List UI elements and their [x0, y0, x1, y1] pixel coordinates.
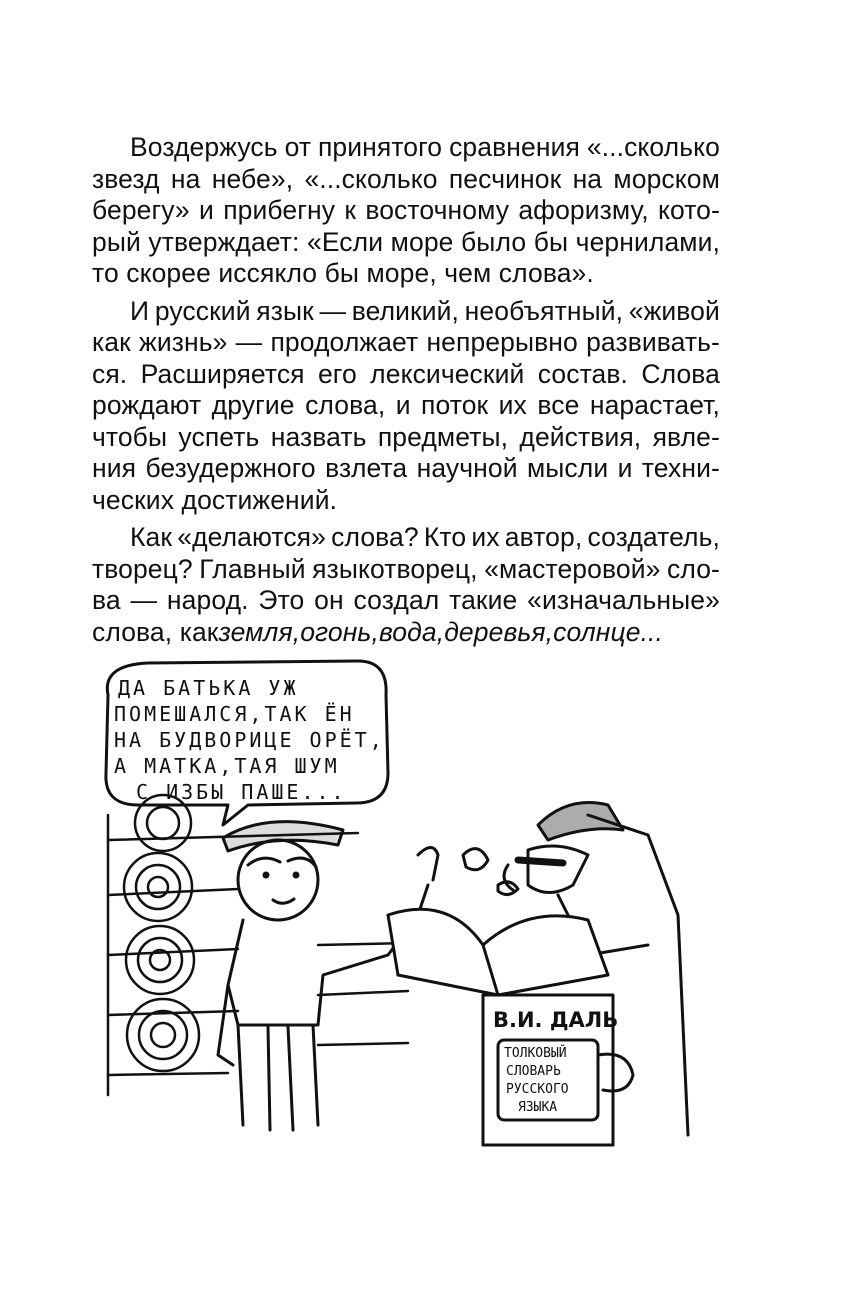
word: было: [461, 226, 527, 257]
book-title-line: ЯЗЫКА: [518, 1100, 558, 1115]
word: великий,: [351, 295, 460, 326]
word: такие: [449, 585, 518, 615]
word: «...сколько: [304, 163, 438, 194]
word: состав.: [537, 358, 629, 389]
word: от: [284, 132, 312, 162]
text-line: [92, 296, 720, 328]
word: афоризму,: [518, 195, 649, 225]
example-word: деревья,: [444, 616, 554, 647]
word: и: [199, 195, 214, 225]
word: слова?: [331, 522, 419, 552]
word: русский: [154, 295, 251, 326]
text-span: то скорее иссякло бы море, чем слова».: [92, 258, 594, 288]
word: к: [344, 195, 357, 225]
word: «изначальные»: [527, 585, 720, 615]
word: лексический: [370, 358, 525, 389]
word: морском: [613, 163, 720, 194]
word: Кто: [423, 522, 467, 552]
text-line: [92, 258, 720, 290]
text-line: [92, 164, 720, 196]
text-line: [92, 453, 720, 485]
text-line: [92, 522, 720, 554]
word: их: [471, 522, 500, 552]
word: ния: [92, 453, 137, 483]
word: Расширяется: [140, 358, 305, 389]
text-line: [92, 195, 720, 227]
word: «делаются»: [177, 522, 326, 552]
word: звезд: [92, 163, 160, 194]
word: —: [130, 585, 158, 615]
example-word: солнце...: [553, 616, 663, 647]
word: принятого: [317, 132, 443, 162]
book-title-line: ТОЛКОВЫЙ: [504, 1046, 567, 1061]
word: нарастает,: [589, 390, 720, 420]
word: и: [395, 390, 411, 420]
word: создатель,: [587, 522, 720, 552]
word: «живой: [628, 295, 720, 326]
word: бы: [533, 226, 569, 257]
word: небе»,: [211, 163, 294, 194]
example-word: земля,: [218, 616, 301, 647]
body-text: [92, 132, 720, 648]
word: рый: [92, 226, 141, 257]
word: как: [92, 327, 131, 357]
word: песчинок: [448, 163, 562, 194]
word: языкотворец,: [312, 553, 478, 584]
word: берегу»: [92, 195, 190, 225]
word: «мастеровой»: [484, 553, 661, 584]
word: утверждает:: [148, 226, 300, 257]
word: взлета: [325, 453, 408, 483]
word: развивать-: [586, 327, 720, 357]
word: Как: [130, 522, 173, 552]
word: прибегну: [223, 195, 336, 225]
word: сравнения: [449, 132, 580, 162]
word: успеть: [178, 421, 260, 452]
word: на: [572, 163, 603, 194]
speech-line: НА БУДВОРИЦЕ ОРЁТ,: [114, 728, 385, 752]
word: рождают: [92, 390, 202, 420]
word: творец?: [92, 553, 193, 584]
speech-line: ДА БАТЬКА УЖ: [118, 676, 299, 700]
word: он: [314, 585, 344, 615]
word: безудержного: [145, 453, 316, 483]
word: другие: [211, 390, 295, 420]
word: их: [498, 390, 527, 420]
word: ся.: [92, 358, 128, 389]
word: непрерывно: [426, 327, 578, 357]
word: его: [317, 358, 357, 389]
word: необъятный,: [464, 295, 624, 326]
word: ва: [92, 585, 121, 615]
word: предметы,: [377, 421, 509, 452]
word: автор,: [504, 522, 583, 552]
paragraph-1: [92, 132, 720, 290]
word: слова,: [305, 390, 386, 420]
word: поток: [421, 390, 489, 420]
word: техни-: [641, 453, 720, 483]
text-line: [92, 390, 720, 422]
text-line: [92, 227, 720, 259]
word: мысли: [526, 453, 609, 483]
book-title-line: РУССКОГО: [506, 1082, 569, 1097]
book-title-line: СЛОВАРЬ: [506, 1064, 561, 1079]
word: «...сколько: [586, 132, 720, 162]
word: народ.: [166, 585, 249, 615]
paragraph-2: [92, 296, 720, 517]
text-span: слова, как: [92, 616, 219, 647]
word: научной: [416, 453, 518, 483]
word: Главный: [199, 553, 306, 584]
word: —: [319, 295, 347, 326]
text-line: [92, 132, 720, 164]
speech-line: С ИЗБЫ ПАШЕ...: [136, 780, 347, 804]
word: на: [170, 163, 201, 194]
word: —: [235, 327, 263, 357]
word: язык: [256, 295, 314, 326]
word: действия,: [519, 421, 642, 452]
word: создал: [353, 585, 440, 615]
word: чтобы: [92, 421, 168, 452]
text-line: [92, 327, 720, 359]
word: море: [390, 226, 454, 257]
word: чернилами,: [575, 226, 720, 257]
word: все: [537, 390, 580, 420]
text-span: ческих достижений.: [92, 484, 338, 515]
example-word: вода,: [378, 616, 445, 647]
word: Слова: [641, 358, 720, 389]
speech-line: А МАТКА,ТАЯ ШУМ: [114, 754, 340, 778]
book-author: В.И. ДАЛЬ: [493, 1008, 619, 1032]
word: сло-: [667, 553, 720, 584]
text-line: [92, 422, 720, 454]
text-line: [92, 485, 720, 517]
word: Это: [258, 585, 305, 615]
example-word: огонь,: [300, 616, 379, 647]
word: продолжает: [270, 327, 419, 357]
word: И: [130, 295, 150, 326]
word: назвать: [270, 421, 367, 452]
cartoon-illustration: [88, 655, 708, 1165]
text-line: [92, 359, 720, 391]
word: кото-: [657, 195, 720, 225]
word: Воздержусь: [130, 132, 278, 162]
cartoon-drawing: [88, 655, 708, 1165]
speech-line: ПОМЕШАЛСЯ,ТАК ЁН: [114, 702, 355, 726]
text-line: [92, 585, 720, 617]
word: восточному: [365, 195, 510, 225]
word: жизнь»: [139, 327, 228, 357]
paragraph-3: [92, 522, 720, 648]
word: явле-: [652, 421, 720, 452]
word: и: [617, 453, 633, 483]
text-line: [92, 554, 720, 586]
text-line: [92, 617, 720, 649]
word: «Если: [306, 226, 384, 257]
